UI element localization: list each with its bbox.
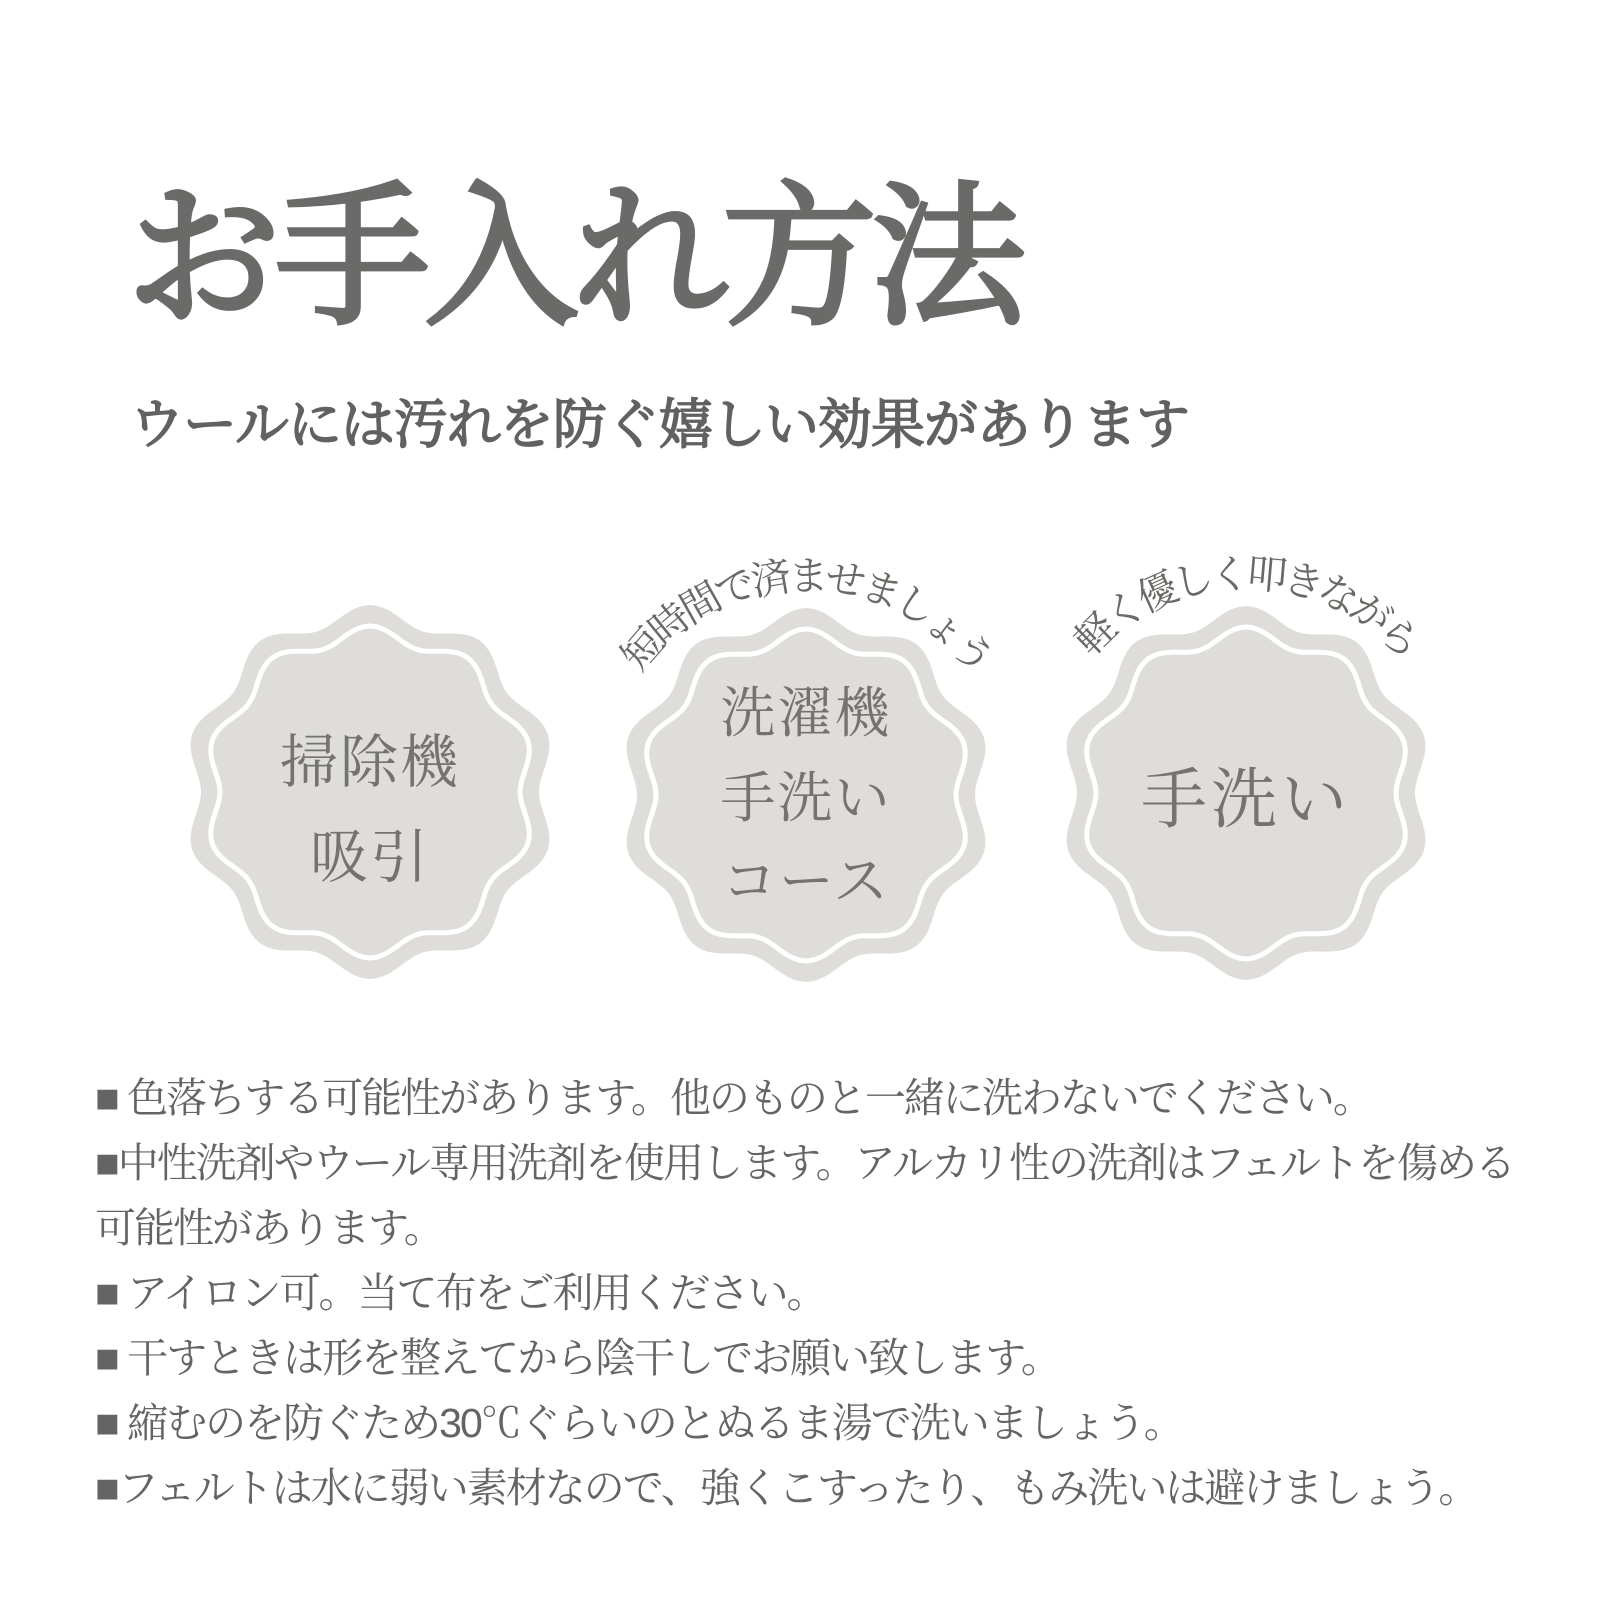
badge-vacuum-suction [191,605,550,979]
note-line: ■中性洗剤やウール専用洗剤を使用します。アルカリ性の洗剤はフェルトを傷める [95,1140,1514,1186]
curved-caption-text: 短時間で済ませましょう [613,554,999,680]
page-subtitle: ウールには汚れを防ぐ嬉しい効果があります [130,395,1189,455]
badge-label-line: 掃除機 [279,730,461,795]
badge-hand-wash [1066,552,1425,980]
note-line: 可能性があります。 [95,1205,443,1251]
note-line: ■ 色落ちする可能性があります。他のものと一緒に洗わないでください。 [95,1075,1372,1121]
badge-label-line: 吸引 [309,825,431,890]
note-line: ■ 縮むのを防ぐため30℃ぐらいのとぬるま湯で洗いましょう。 [95,1400,1183,1446]
note-line: ■フェルトは水に弱い素材なので、強くこすったり、もみ洗いは避けましょう。 [95,1465,1478,1511]
badge-label-line: コース [721,850,891,912]
badge-washing-machine [613,554,998,982]
note-line: ■ アイロン可。当て布をご利用ください。 [95,1270,826,1316]
curved-caption-text: 軽く優しく叩きながら [1066,552,1426,664]
badge-label-line: 手洗い [1141,762,1351,836]
badge-label-line: 洗濯機 [720,682,892,744]
note-line: ■ 干すときは形を整えてから陰干しでお願い致します。 [95,1335,1060,1381]
badge-label-line: 手洗い [720,767,892,829]
page-title: お手入れ方法 [126,171,1020,344]
care-notes-list [95,1066,1585,1521]
